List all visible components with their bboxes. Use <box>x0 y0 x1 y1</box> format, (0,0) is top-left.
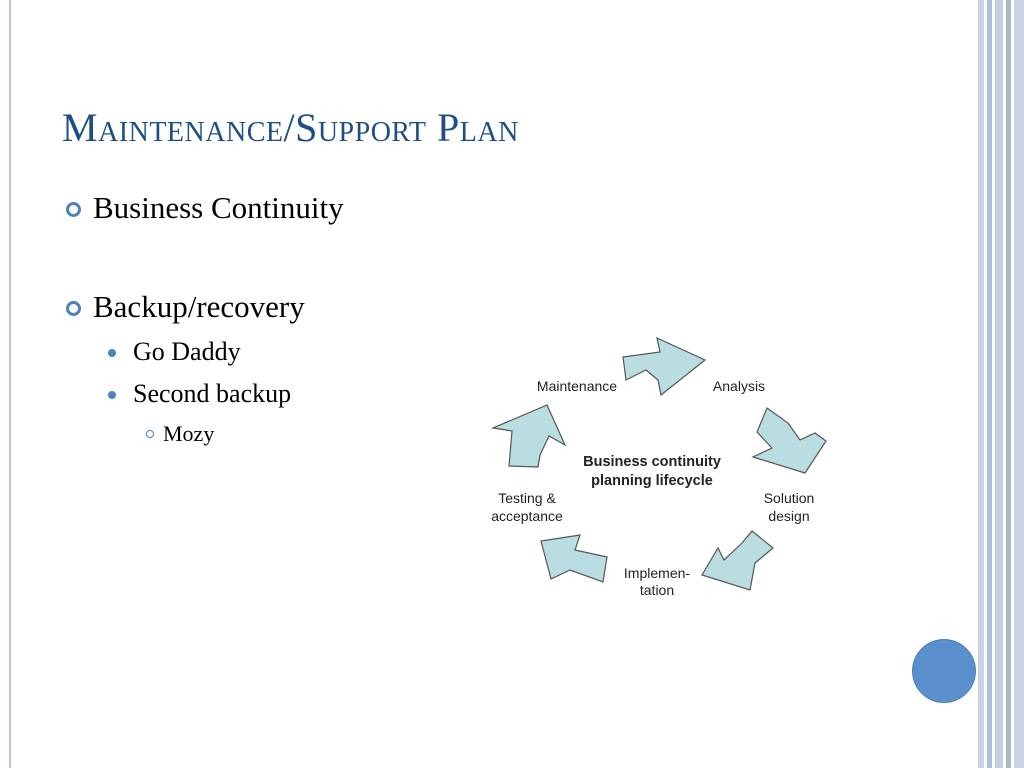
bullet-business-continuity: Business Continuity <box>93 190 344 225</box>
stage-label-testing-line2: acceptance <box>491 508 563 524</box>
bullet-backup-recovery: Backup/recovery <box>93 289 305 324</box>
stage-label-solution-line1: Solution <box>763 490 815 506</box>
stage-label-solution-line2: design <box>768 508 810 524</box>
slide-title: Maintenance/Support Plan <box>62 105 519 150</box>
stage-label-analysis: Analysis <box>712 378 766 394</box>
stage-label-implementation-line2: tation <box>639 582 675 598</box>
decorative-circle <box>913 640 975 702</box>
diagram-center-title-line2: planning lifecycle <box>591 473 713 489</box>
arrow-implementation-to-testing <box>541 535 607 582</box>
diagram-center-title-line1: Business continuity <box>583 454 721 470</box>
bullet-mozy: Mozy <box>163 421 215 446</box>
arrow-solution-to-implementation <box>702 531 773 590</box>
arrow-analysis-to-solution <box>753 408 826 473</box>
arrow-maintenance-to-analysis <box>623 338 705 395</box>
stage-label-implementation-line1: Implemen- <box>623 565 691 581</box>
bullet-go-daddy: Go Daddy <box>133 337 241 366</box>
bullet-second-backup: Second backup <box>133 379 292 408</box>
stage-label-testing-line1: Testing & <box>498 490 556 506</box>
arrow-testing-to-maintenance <box>493 405 565 467</box>
stage-label-maintenance: Maintenance <box>536 378 618 394</box>
